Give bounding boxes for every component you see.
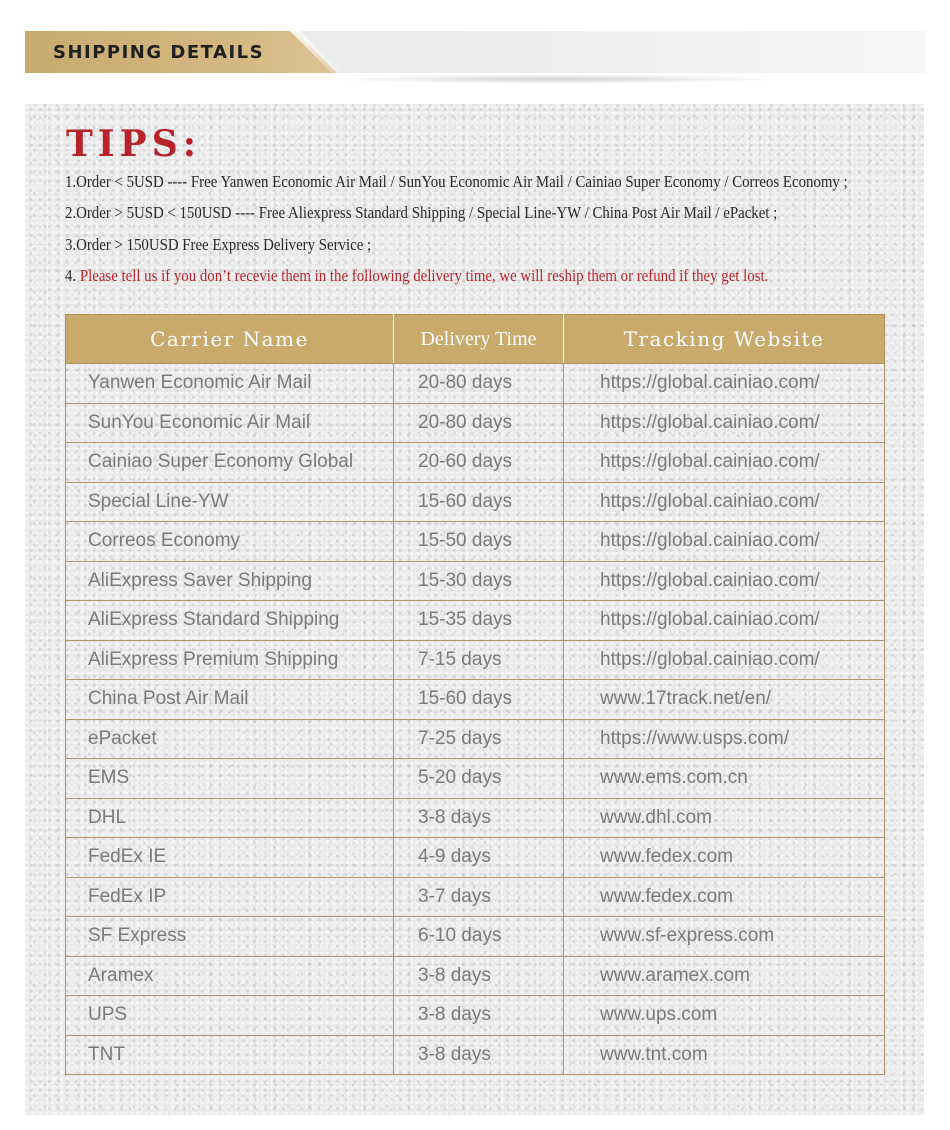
tracking-website-cell: www.sf-express.com <box>564 917 885 957</box>
tracking-website-cell: https://global.cainiao.com/ <box>564 601 885 641</box>
delivery-time-cell: 7-15 days <box>394 640 564 680</box>
carrier-name-cell: Correos Economy <box>66 522 394 562</box>
delivery-time-cell: 20-80 days <box>394 403 564 443</box>
header-carrier-name: Carrier Name <box>66 315 394 364</box>
tip-line-4-prefix: 4. <box>65 266 80 285</box>
tip-line-1: 1.Order < 5USD ---- Free Yanwen Economic Air Mail / SunYou Economic Air Mail / Cainiao Super Economy / Correos Economy ; <box>65 172 848 191</box>
tracking-website-cell: www.aramex.com <box>564 956 885 996</box>
header-delivery-time: Delivery Time <box>394 315 564 364</box>
carrier-name-cell: SF Express <box>66 917 394 957</box>
shipping-table <box>65 314 885 1075</box>
carrier-name-cell: AliExpress Standard Shipping <box>66 601 394 641</box>
carrier-name-cell: AliExpress Premium Shipping <box>66 640 394 680</box>
header-shadow <box>330 74 780 84</box>
tip-line-2: 2.Order > 5USD < 150USD ---- Free Aliexpress Standard Shipping / Special Line-YW / China Post Air Mail / ePacket ; <box>65 203 778 222</box>
carrier-name-cell: SunYou Economic Air Mail <box>66 403 394 443</box>
table-row <box>66 759 885 799</box>
carrier-name-cell: ePacket <box>66 719 394 759</box>
table-row <box>66 877 885 917</box>
delivery-time-cell: 20-60 days <box>394 443 564 483</box>
carrier-name-cell: FedEx IE <box>66 838 394 878</box>
delivery-time-cell: 15-30 days <box>394 561 564 601</box>
tracking-website-cell: www.fedex.com <box>564 838 885 878</box>
table-row <box>66 680 885 720</box>
tracking-website-cell: www.17track.net/en/ <box>564 680 885 720</box>
delivery-time-cell: 15-60 days <box>394 680 564 720</box>
table-body <box>66 364 885 1075</box>
tracking-website-cell: https://global.cainiao.com/ <box>564 522 885 562</box>
table-row <box>66 640 885 680</box>
delivery-time-cell: 6-10 days <box>394 917 564 957</box>
tip-line-3: 3.Order > 150USD Free Express Delivery Service ; <box>65 235 372 254</box>
table-row <box>66 561 885 601</box>
tracking-website-cell: www.tnt.com <box>564 1035 885 1075</box>
tracking-website-cell: https://global.cainiao.com/ <box>564 482 885 522</box>
table-row <box>66 482 885 522</box>
delivery-time-cell: 5-20 days <box>394 759 564 799</box>
tracking-website-cell: https://global.cainiao.com/ <box>564 561 885 601</box>
tips-title: TIPS: <box>66 123 201 165</box>
table-row <box>66 956 885 996</box>
carrier-name-cell: TNT <box>66 1035 394 1075</box>
table-row <box>66 601 885 641</box>
tracking-website-cell: www.fedex.com <box>564 877 885 917</box>
carrier-name-cell: Special Line-YW <box>66 482 394 522</box>
table-row <box>66 838 885 878</box>
delivery-time-cell: 20-80 days <box>394 364 564 404</box>
carrier-name-cell: FedEx IP <box>66 877 394 917</box>
tracking-website-cell: https://global.cainiao.com/ <box>564 364 885 404</box>
table-row <box>66 996 885 1036</box>
tracking-website-cell: www.dhl.com <box>564 798 885 838</box>
tip-line-4 <box>65 266 768 286</box>
table-row <box>66 719 885 759</box>
carrier-name-cell: DHL <box>66 798 394 838</box>
delivery-time-cell: 3-8 days <box>394 798 564 838</box>
table-row <box>66 443 885 483</box>
carrier-name-cell: Aramex <box>66 956 394 996</box>
carrier-name-cell: UPS <box>66 996 394 1036</box>
tracking-website-cell: https://global.cainiao.com/ <box>564 640 885 680</box>
table-row <box>66 403 885 443</box>
tracking-website-cell: https://www.usps.com/ <box>564 719 885 759</box>
delivery-time-cell: 15-60 days <box>394 482 564 522</box>
carrier-name-cell: EMS <box>66 759 394 799</box>
table-row <box>66 364 885 404</box>
tracking-website-cell: www.ems.com.cn <box>564 759 885 799</box>
delivery-time-cell: 3-8 days <box>394 996 564 1036</box>
carrier-name-cell: AliExpress Saver Shipping <box>66 561 394 601</box>
page-title: SHIPPING DETAILS <box>53 42 265 63</box>
table-row <box>66 1035 885 1075</box>
carrier-name-cell: China Post Air Mail <box>66 680 394 720</box>
table-row <box>66 798 885 838</box>
carrier-name-cell: Yanwen Economic Air Mail <box>66 364 394 404</box>
tip-line-4-message: Please tell us if you don’t recevie them in the following delivery time, we will reship them or refund if they get lost. <box>79 266 769 285</box>
tracking-website-cell: https://global.cainiao.com/ <box>564 443 885 483</box>
table-row <box>66 522 885 562</box>
tracking-website-cell: https://global.cainiao.com/ <box>564 403 885 443</box>
delivery-time-cell: 7-25 days <box>394 719 564 759</box>
table-row <box>66 917 885 957</box>
tracking-website-cell: www.ups.com <box>564 996 885 1036</box>
delivery-time-cell: 3-8 days <box>394 956 564 996</box>
delivery-time-cell: 15-35 days <box>394 601 564 641</box>
delivery-time-cell: 15-50 days <box>394 522 564 562</box>
delivery-time-cell: 4-9 days <box>394 838 564 878</box>
delivery-time-cell: 3-8 days <box>394 1035 564 1075</box>
delivery-time-cell: 3-7 days <box>394 877 564 917</box>
header-tracking-website: Tracking Website <box>564 315 885 364</box>
table-header-row <box>66 315 885 364</box>
carrier-name-cell: Cainiao Super Economy Global <box>66 443 394 483</box>
